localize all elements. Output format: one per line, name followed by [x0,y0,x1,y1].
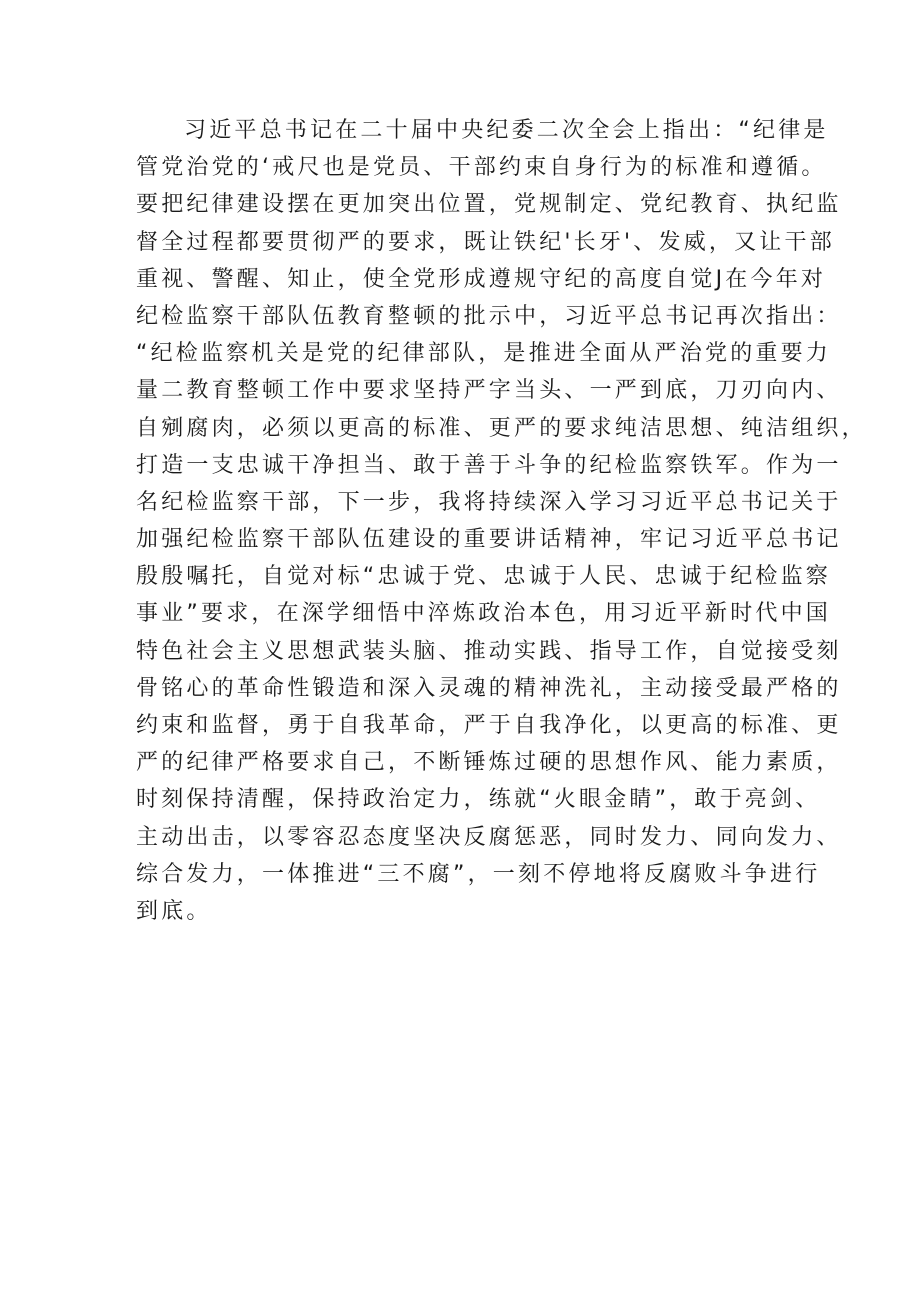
paragraph-line: 要把纪律建设摆在更加突出位置，党规制定、党纪教育、执纪监 [136,192,842,218]
paragraph-line: 特色社会主义思想武装头脑、推动实践、指导工作，自觉接受刻 [136,638,842,664]
paragraph-line: 加强纪检监察干部队伍建设的重要讲话精神，牢记习近平总书记 [136,527,842,553]
paragraph-line: 打造一支忠诚干净担当、敢于善于斗争的纪检监察铁军。作为一 [136,452,842,478]
paragraph-line: 督全过程都要贯彻严的要求，既让铁纪'长牙'、发威，又让干部 [136,229,835,255]
paragraph-line: 事业”要求，在深学细悟中淬炼政治本色，用习近平新时代中国 [136,601,831,627]
paragraph-line: “纪检监察机关是党的纪律部队，是推进全面从严治党的重要力 [136,341,831,367]
paragraph-line: 综合发力，一体推进“三不腐”，一刻不停地将反腐败斗争进行 [136,861,821,887]
paragraph-line: 严的纪律严格要求自己，不断锤炼过硬的思想作风、能力素质， [136,750,842,776]
paragraph-line: 骨铭心的革命性锻造和深入灵魂的精神洗礼，主动接受最严格的 [136,675,842,701]
paragraph-line: 习近平总书记在二十届中央纪委二次全会上指出：“纪律是 [184,118,829,143]
paragraph-line: 重视、警醒、知止，使全党形成遵规守纪的高度自觉J在今年对 [136,266,827,292]
paragraph-line: 量二教育整顿工作中要求坚持严字当头、一严到底，刀刃向内、 [136,378,842,404]
paragraph-line: 名纪检监察干部，下一步，我将持续深入学习习近平总书记关于 [136,489,842,515]
body-paragraph [136,112,867,930]
paragraph-line: 自剜腐肉，必须以更高的标准、更严的要求纯洁思想、纯洁组织， [136,415,867,441]
paragraph-line: 时刻保持清醒，保持政治定力，练就“火眼金睛”，敢于亮剑、 [136,787,821,813]
paragraph-line: 殷殷嘱托，自觉对标“忠诚于党、忠诚于人民、忠诚于纪检监察 [136,564,831,590]
paragraph-line: 约束和监督，勇于自我革命，严于自我净化，以更高的标准、更 [136,713,842,738]
paragraph-line: 主动出击，以零容忍态度坚决反腐惩恶，同时发力、同向发力、 [136,824,842,850]
paragraph-line: 到底。 [136,898,212,924]
paragraph-line: 纪检监察干部队伍教育整顿的批示中，习近平总书记再次指出： [136,303,842,329]
paragraph-line: 管党治党的‘戒尺也是党员、干部约束自身行为的标准和遵循。 [136,155,827,181]
